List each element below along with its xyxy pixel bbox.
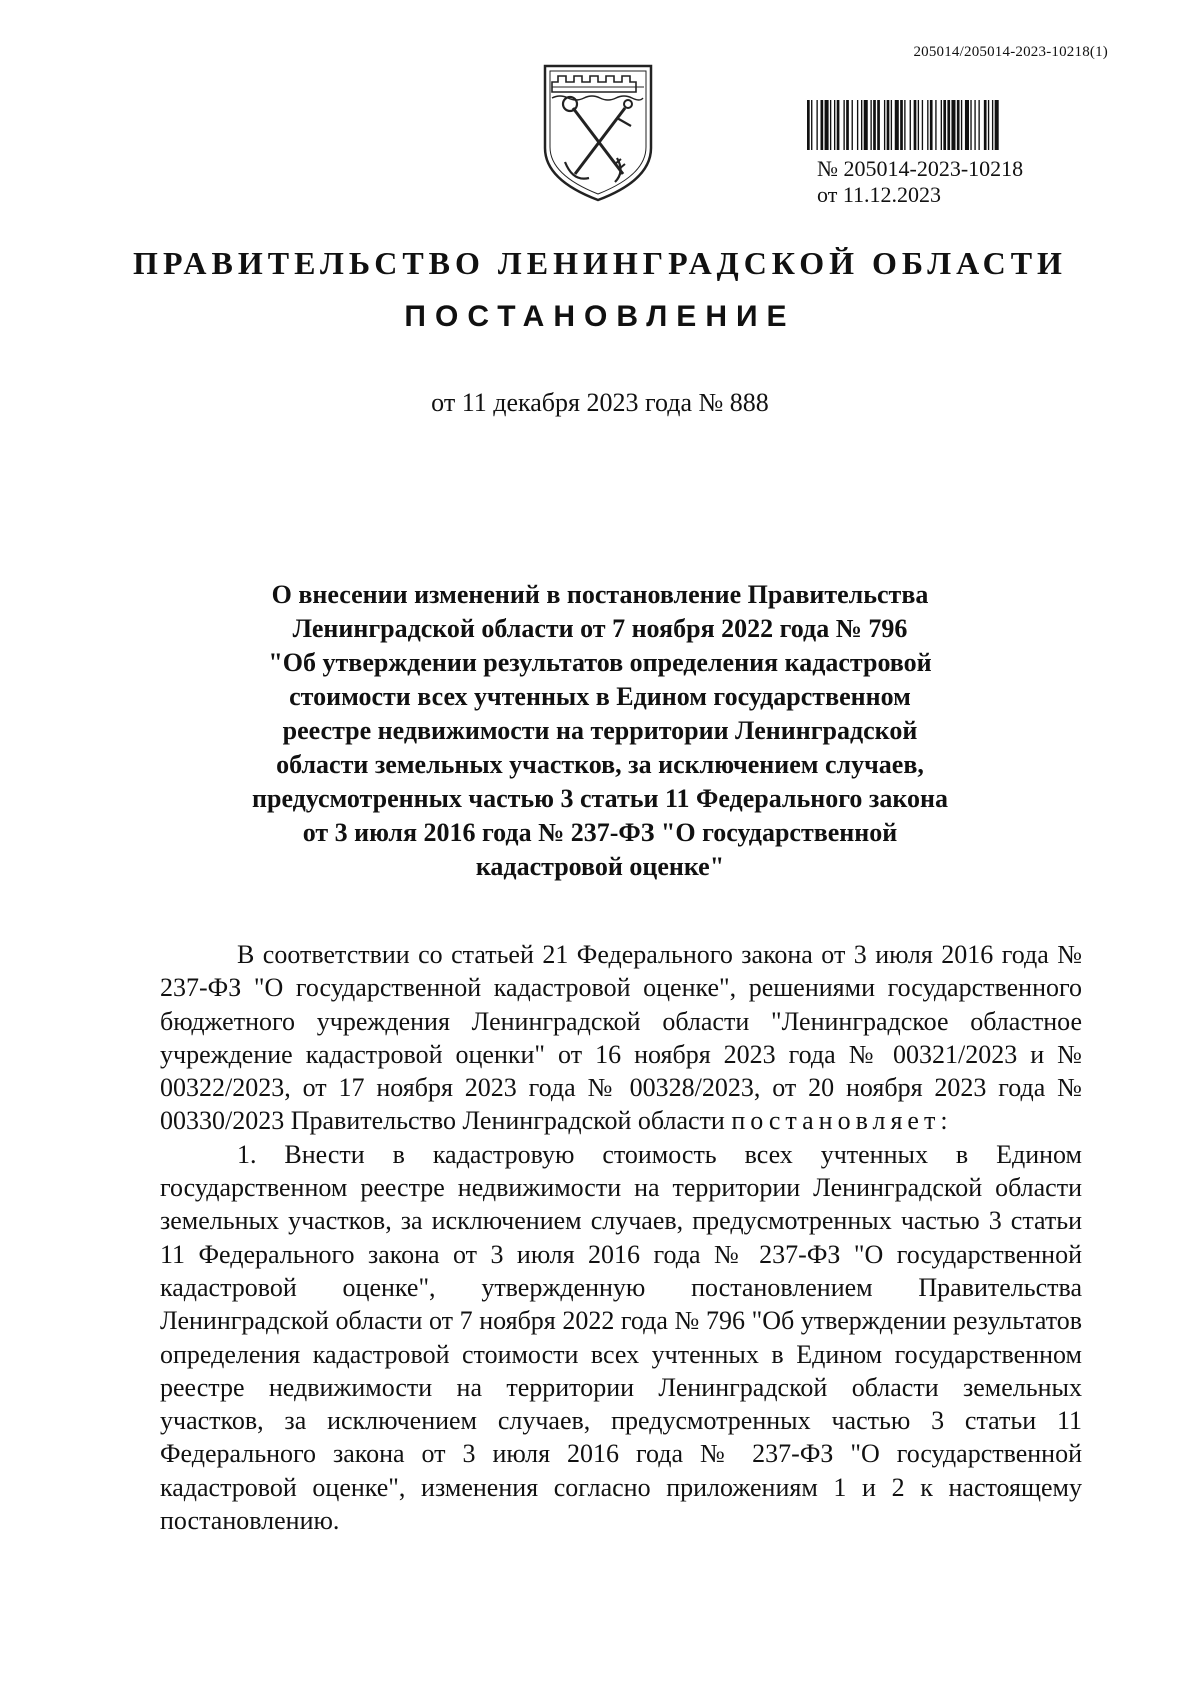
barcode-bar <box>895 100 899 150</box>
barcode-bar <box>904 100 905 150</box>
barcode-bar <box>947 100 950 150</box>
barcode-bar <box>918 100 919 150</box>
barcode-bar <box>910 100 911 150</box>
barcode-bar <box>957 100 960 150</box>
document-reference: 205014/205014-2023-10218(1) <box>913 44 1108 60</box>
barcode-bar <box>816 100 817 150</box>
registration-number: № 205014-2023-10218 <box>817 156 1024 181</box>
barcode-bar <box>870 100 871 150</box>
subject-line: Ленинградской области от 7 ноября 2022 года № 796 <box>292 614 908 643</box>
barcode-bar <box>914 100 917 150</box>
barcode-bar <box>877 100 880 150</box>
barcode-bar <box>943 100 946 150</box>
barcode-bar <box>927 100 928 150</box>
item-1-paragraph: 1. Внести в кадастровую стоимость всех учтенных в Едином государственном реестре недвижимости на территории Ленинградской области земельных участков, за исключением случаев, предусмотренных частью 3 статьи 11 Федерального закона от 3 июля 2016 года № 237-ФЗ "О государственной кадастровой оценке", утвержденную постановлением Правительства Ленинградской области от 7 ноября 2022 года № 796 "Об утверждении результатов определения кадастровой стоимости всех учтенных в Едином государственном реестре недвижимости на территории Ленинградской области земельных участков, за исключением случаев, предусмотренных частью 3 статьи 11 Федерального закона от 3 июля 2016 года № 237-ФЗ "О государственной кадастровой оценке", изменения согласно приложениям 1 и 2 к настоящему постановлению. <box>160 1139 1082 1536</box>
subject-line: предусмотренных частью 3 статьи 11 Федерального закона <box>252 784 948 813</box>
subject-line: стоимости всех учтенных в Едином государственном <box>289 682 911 711</box>
barcode-bar <box>891 100 892 150</box>
barcode-bar <box>900 100 903 150</box>
barcode-bar <box>884 100 885 150</box>
document-date: от 11 декабря 2023 года № 888 <box>431 388 769 417</box>
subject-line: от 3 июля 2016 года № 237-ФЗ "О государственной <box>302 818 898 847</box>
barcode-bar <box>861 100 862 150</box>
subject-line: "Об утверждении результатов определения кадастровой <box>268 648 932 677</box>
barcode-bar <box>837 100 840 150</box>
document-type: ПОСТАНОВЛЕНИЕ <box>404 300 796 333</box>
barcode-bar <box>974 100 975 150</box>
barcode-bar <box>941 100 942 150</box>
barcode-bar <box>846 100 849 150</box>
registration-date: от 11.12.2023 <box>817 182 942 207</box>
barcode-bar <box>843 100 844 150</box>
barcode-bar <box>821 100 824 150</box>
barcode-bar <box>988 100 989 150</box>
barcode-bar <box>807 100 810 150</box>
barcode-bar <box>951 100 955 150</box>
barcode-bar <box>930 100 933 150</box>
barcode-bar <box>873 100 876 150</box>
barcode-bar <box>935 100 936 150</box>
government-title: ПРАВИТЕЛЬСТВО ЛЕНИНГРАДСКОЙ ОБЛАСТИ <box>133 245 1067 281</box>
barcode-bar <box>961 100 962 150</box>
barcode-bar <box>834 100 835 150</box>
preamble-text: В соответствии со статьей 21 Федерального закона от 3 июля 2016 года № 237-ФЗ "О государственной кадастровой оценке", решениями государственного бюджетного учреждения Ленинградской области "Ленинградское областное учреждение кадастровой оценки" от 16 ноября 2023 года № 00321/2023 и № 00322/2023, от 17 ноября 2023 года № 00328/2023, от 20 ноября 2023 года № 00330/2023 Правительство Ленинградской области <box>160 940 1082 1136</box>
barcode-bar <box>984 100 987 150</box>
barcode-bar <box>970 100 971 150</box>
subject-line: области земельных участков, за исключением случаев, <box>276 750 924 779</box>
barcode-bar <box>995 100 999 150</box>
barcode-bar <box>887 100 890 150</box>
barcode-bar <box>864 100 868 150</box>
barcode-bar <box>992 100 993 150</box>
document-subject <box>200 578 1000 884</box>
barcode-bar <box>830 100 831 150</box>
barcode-bar <box>965 100 969 150</box>
barcode-bar <box>922 100 923 150</box>
subject-line: О внесении изменений в постановление Правительства <box>271 580 929 609</box>
barcode-bar <box>825 100 829 150</box>
barcode-bar <box>857 100 858 150</box>
resolves-word: постановляет: <box>731 1106 953 1136</box>
subject-line: кадастровой оценке" <box>475 852 725 881</box>
barcode-bar <box>852 100 853 150</box>
subject-line: реестре недвижимости на территории Ленинградской <box>282 716 918 745</box>
preamble-paragraph <box>160 938 1082 1138</box>
barcode-icon <box>805 100 1065 150</box>
barcode-bar <box>978 100 979 150</box>
barcode-bar <box>811 100 812 150</box>
coat-of-arms-icon <box>539 62 657 202</box>
document-body <box>160 938 1082 1537</box>
